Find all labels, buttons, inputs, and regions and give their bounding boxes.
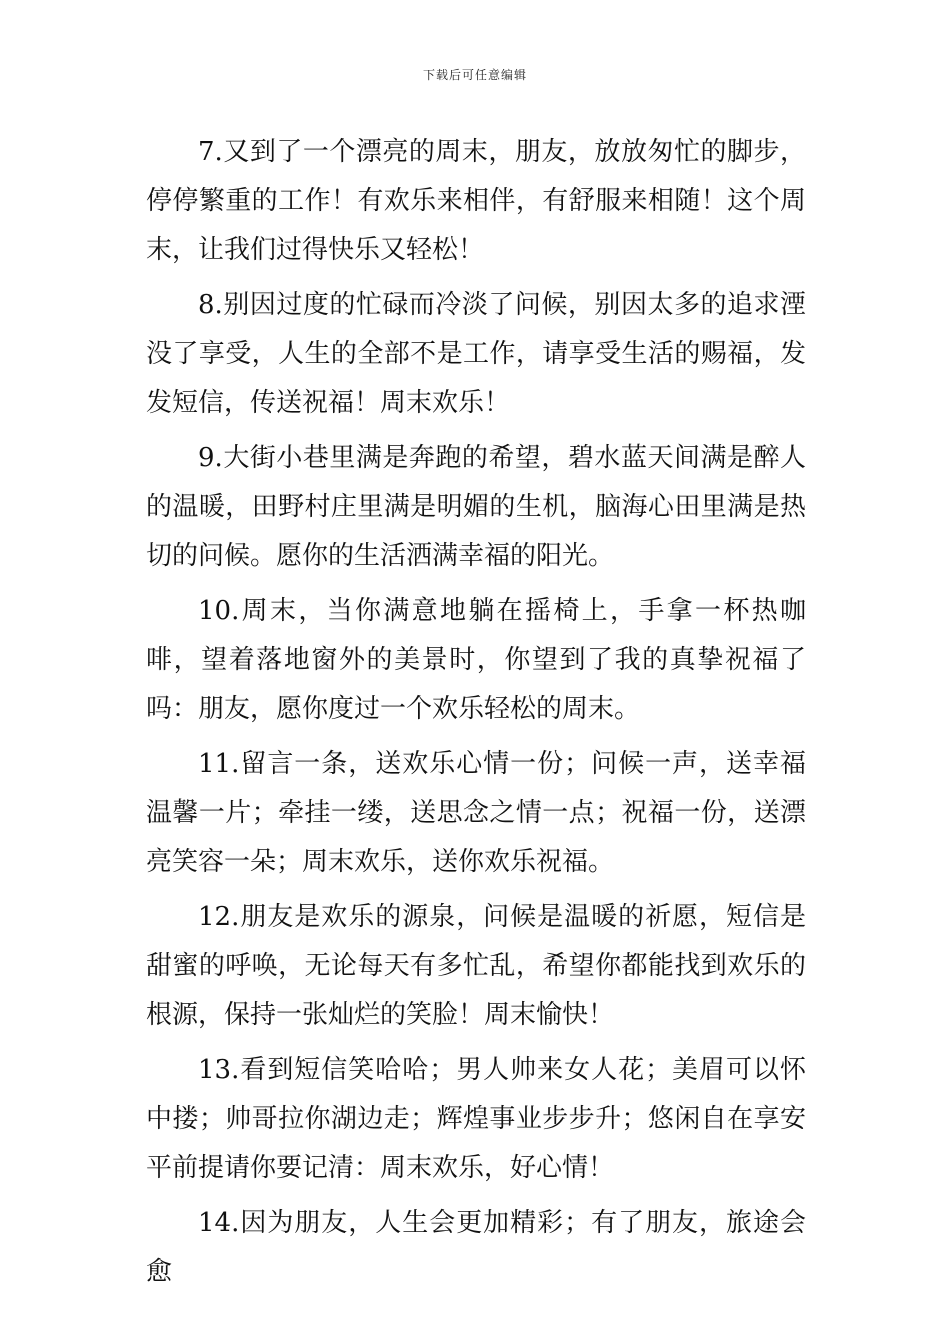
document-body <box>146 128 806 1303</box>
header-note: 下载后可任意编辑 <box>422 68 527 82</box>
paragraph-12: 12.朋友是欢乐的源泉，问候是温暖的祈愿，短信是甜蜜的呼唤，无论每天有多忙乱，希望你都能找到欢乐的根源，保持一张灿烂的笑脸！周末愉快！ <box>146 902 806 1030</box>
paragraph-10: 10.周末，当你满意地躺在摇椅上，手拿一杯热咖啡，望着落地窗外的美景时，你望到了我的真挚祝福了吗：朋友，愿你度过一个欢乐轻松的周末。 <box>146 596 806 724</box>
paragraph-13: 13.看到短信笑哈哈；男人帅来女人花；美眉可以怀中搂；帅哥拉你湖边走；辉煌事业步步升；悠闲自在享安平前提请你要记清：周末欢乐，好心情！ <box>146 1055 806 1183</box>
paragraph-8: 8.别因过度的忙碌而冷淡了问候，别因太多的追求湮没了享受，人生的全部不是工作，请享受生活的赐福，发发短信，传送祝福！周末欢乐！ <box>146 290 806 418</box>
paragraph-14: 14.因为朋友，人生会更加精彩；有了朋友，旅途会愈 <box>146 1208 806 1287</box>
paragraph-9: 9.大街小巷里满是奔跑的希望，碧水蓝天间满是醉人的温暖，田野村庄里满是明媚的生机，脑海心田里满是热切的问候。愿你的生活洒满幸福的阳光。 <box>146 443 806 571</box>
paragraph-11: 11.留言一条，送欢乐心情一份；问候一声，送幸福温馨一片；牵挂一缕，送思念之情一点；祝福一份，送漂亮笑容一朵；周末欢乐，送你欢乐祝福。 <box>146 749 806 877</box>
paragraph-7: 7.又到了一个漂亮的周末，朋友，放放匆忙的脚步，停停繁重的工作！有欢乐来相伴，有舒服来相随！这个周末，让我们过得快乐又轻松！ <box>146 137 806 265</box>
